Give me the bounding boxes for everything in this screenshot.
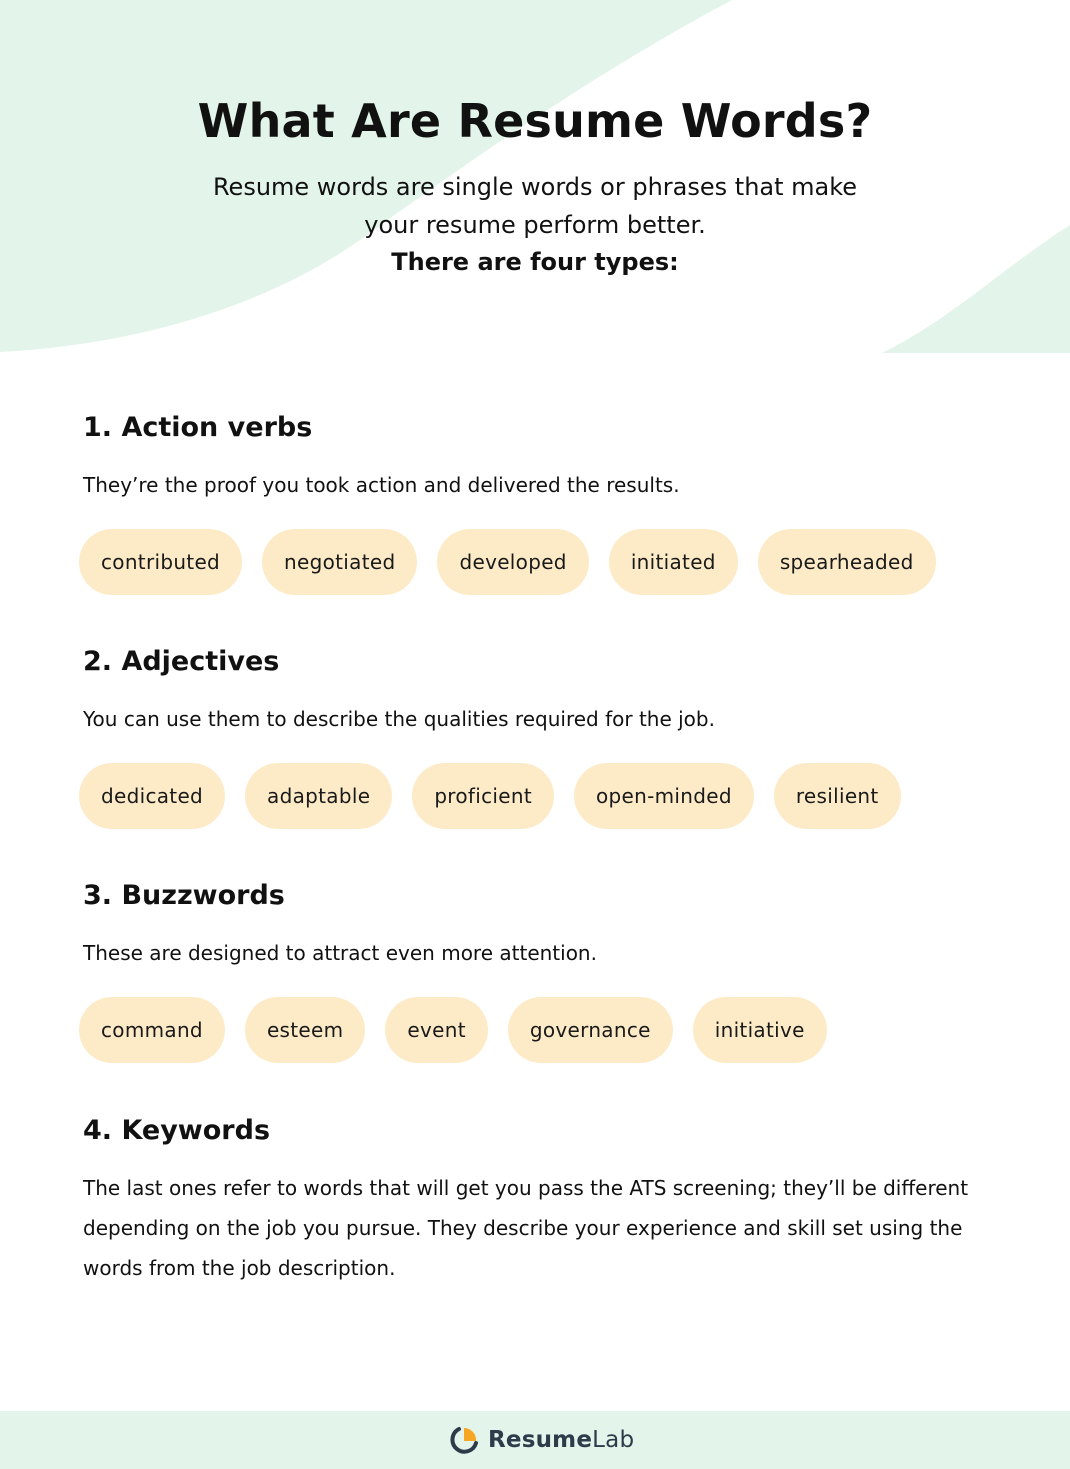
word-chip-list <box>79 997 827 1063</box>
word-chip: negotiated <box>262 529 417 595</box>
footer-bar <box>0 1411 1070 1469</box>
section-heading: 2. Adjectives <box>83 646 280 677</box>
word-chip: esteem <box>245 997 365 1063</box>
word-chip: proficient <box>412 763 554 829</box>
types-intro: There are four types: <box>391 248 679 276</box>
word-chip: dedicated <box>79 763 225 829</box>
word-chip: initiative <box>693 997 827 1063</box>
section-description: These are designed to attract even more attention. <box>83 941 597 965</box>
section-buzzwords <box>83 879 1013 1042</box>
brand-name-bold: Resume <box>488 1427 593 1453</box>
brand-name <box>488 1427 634 1453</box>
word-chip: developed <box>437 529 588 595</box>
section-adjectives <box>83 645 1013 808</box>
word-chip: adaptable <box>245 763 392 829</box>
page-subtitle: Resume words are single words or phrases that make your resume perform better. <box>212 173 858 239</box>
section-heading: 4. Keywords <box>83 1115 271 1146</box>
section-action-verbs <box>83 411 1013 574</box>
word-chip-list <box>79 763 901 829</box>
section-description: You can use them to describe the qualities required for the job. <box>83 707 715 731</box>
brand-name-light: Lab <box>592 1427 635 1453</box>
word-chip-list <box>79 529 936 595</box>
word-chip: command <box>79 997 225 1063</box>
word-chip: spearheaded <box>758 529 936 595</box>
section-description: They’re the proof you took action and delivered the results. <box>83 473 680 497</box>
word-chip: resilient <box>774 763 901 829</box>
section-description: The last ones refer to words that will get you pass the ATS screening; they’ll be different depending on the job you pursue. They describe your experience and skill set using the words from the job description. <box>83 1176 969 1280</box>
page-title: What Are Resume Words? <box>197 94 873 148</box>
resumelab-logo-icon <box>450 1425 480 1455</box>
section-keywords <box>83 1114 1013 1280</box>
word-chip: event <box>385 997 487 1063</box>
section-heading: 1. Action verbs <box>83 412 313 443</box>
word-chip: contributed <box>79 529 242 595</box>
word-chip: governance <box>508 997 673 1063</box>
resumelab-logo <box>450 1425 634 1455</box>
word-chip: open-minded <box>574 763 754 829</box>
word-chip: initiated <box>609 529 738 595</box>
section-heading: 3. Buzzwords <box>83 880 285 911</box>
